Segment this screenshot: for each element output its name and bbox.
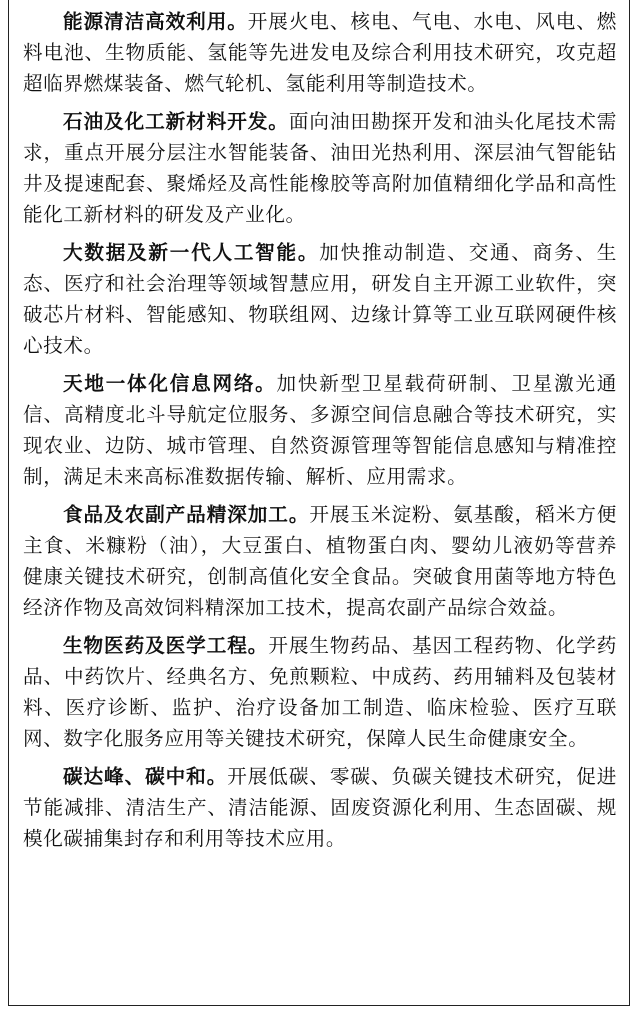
section-big-data-ai	[9, 237, 629, 361]
section-heading: 石油及化工新材料开发。	[63, 110, 289, 133]
section-body: 开展玉米淀粉、氨基酸，稻米方便主食、米糠粉（油），大豆蛋白、植物蛋白肉、婴幼儿液奶等营养健康关键技术研究，创制高值化安全食品。突破食用菌等地方特色经济作物及高效饲料精深加工技术，提高农副产品综合效益。	[23, 503, 618, 619]
document-frame	[8, 0, 630, 1006]
section-space-network	[9, 368, 629, 492]
section-heading: 大数据及新一代人工智能。	[63, 241, 320, 264]
section-petrochemical	[9, 106, 629, 230]
section-body: 开展火电、核电、气电、水电、风电、燃料电池、生物质能、氢能等先进发电及综合利用技术研究，攻克超超临界燃煤装备、燃气轮机、氢能利用等制造技术。	[23, 10, 617, 95]
section-body: 开展低碳、零碳、负碳关键技术研究，促进节能减排、清洁生产、清洁能源、固废资源化利用、生态固碳、规模化碳捕集封存和利用等技术应用。	[23, 765, 617, 850]
section-body: 面向油田勘探开发和油头化尾技术需求，重点开展分层注水智能装备、油田光热利用、深层油气智能钻井及提速配套、聚烯烃及高性能橡胶等高附加值精细化学品和高性能化工新材料的研发及产业化。	[23, 110, 617, 226]
section-carbon-neutral	[9, 761, 629, 854]
section-food-processing	[9, 499, 629, 623]
section-heading: 碳达峰、碳中和。	[63, 765, 228, 788]
section-biomedicine	[9, 630, 629, 754]
section-heading: 食品及农副产品精深加工。	[63, 503, 310, 526]
section-body: 开展生物药品、基因工程药物、化学药品、中药饮片、经典名方、免煎颗粒、中成药、药用辅料及包装材料、医疗诊断、监护、治疗设备加工制造、临床检验、医疗互联网、数字化服务应用等关键技术研究，保障人民生命健康安全。	[23, 634, 617, 750]
section-body: 加快推动制造、交通、商务、生态、医疗和社会治理等领域智慧应用，研发自主开源工业软件，突破芯片材料、智能感知、物联组网、边缘计算等工业互联网硬件核心技术。	[23, 241, 618, 357]
section-body: 加快新型卫星载荷研制、卫星激光通信、高精度北斗导航定位服务、多源空间信息融合等技术研究，实现农业、边防、城市管理、自然资源管理等智能信息感知与精准控制，满足未来高标准数据传输、解析、应用需求。	[23, 372, 618, 488]
section-heading: 生物医药及医学工程。	[63, 634, 269, 657]
section-heading: 天地一体化信息网络。	[63, 372, 277, 395]
section-heading: 能源清洁高效利用。	[63, 10, 248, 33]
section-energy	[9, 0, 629, 99]
